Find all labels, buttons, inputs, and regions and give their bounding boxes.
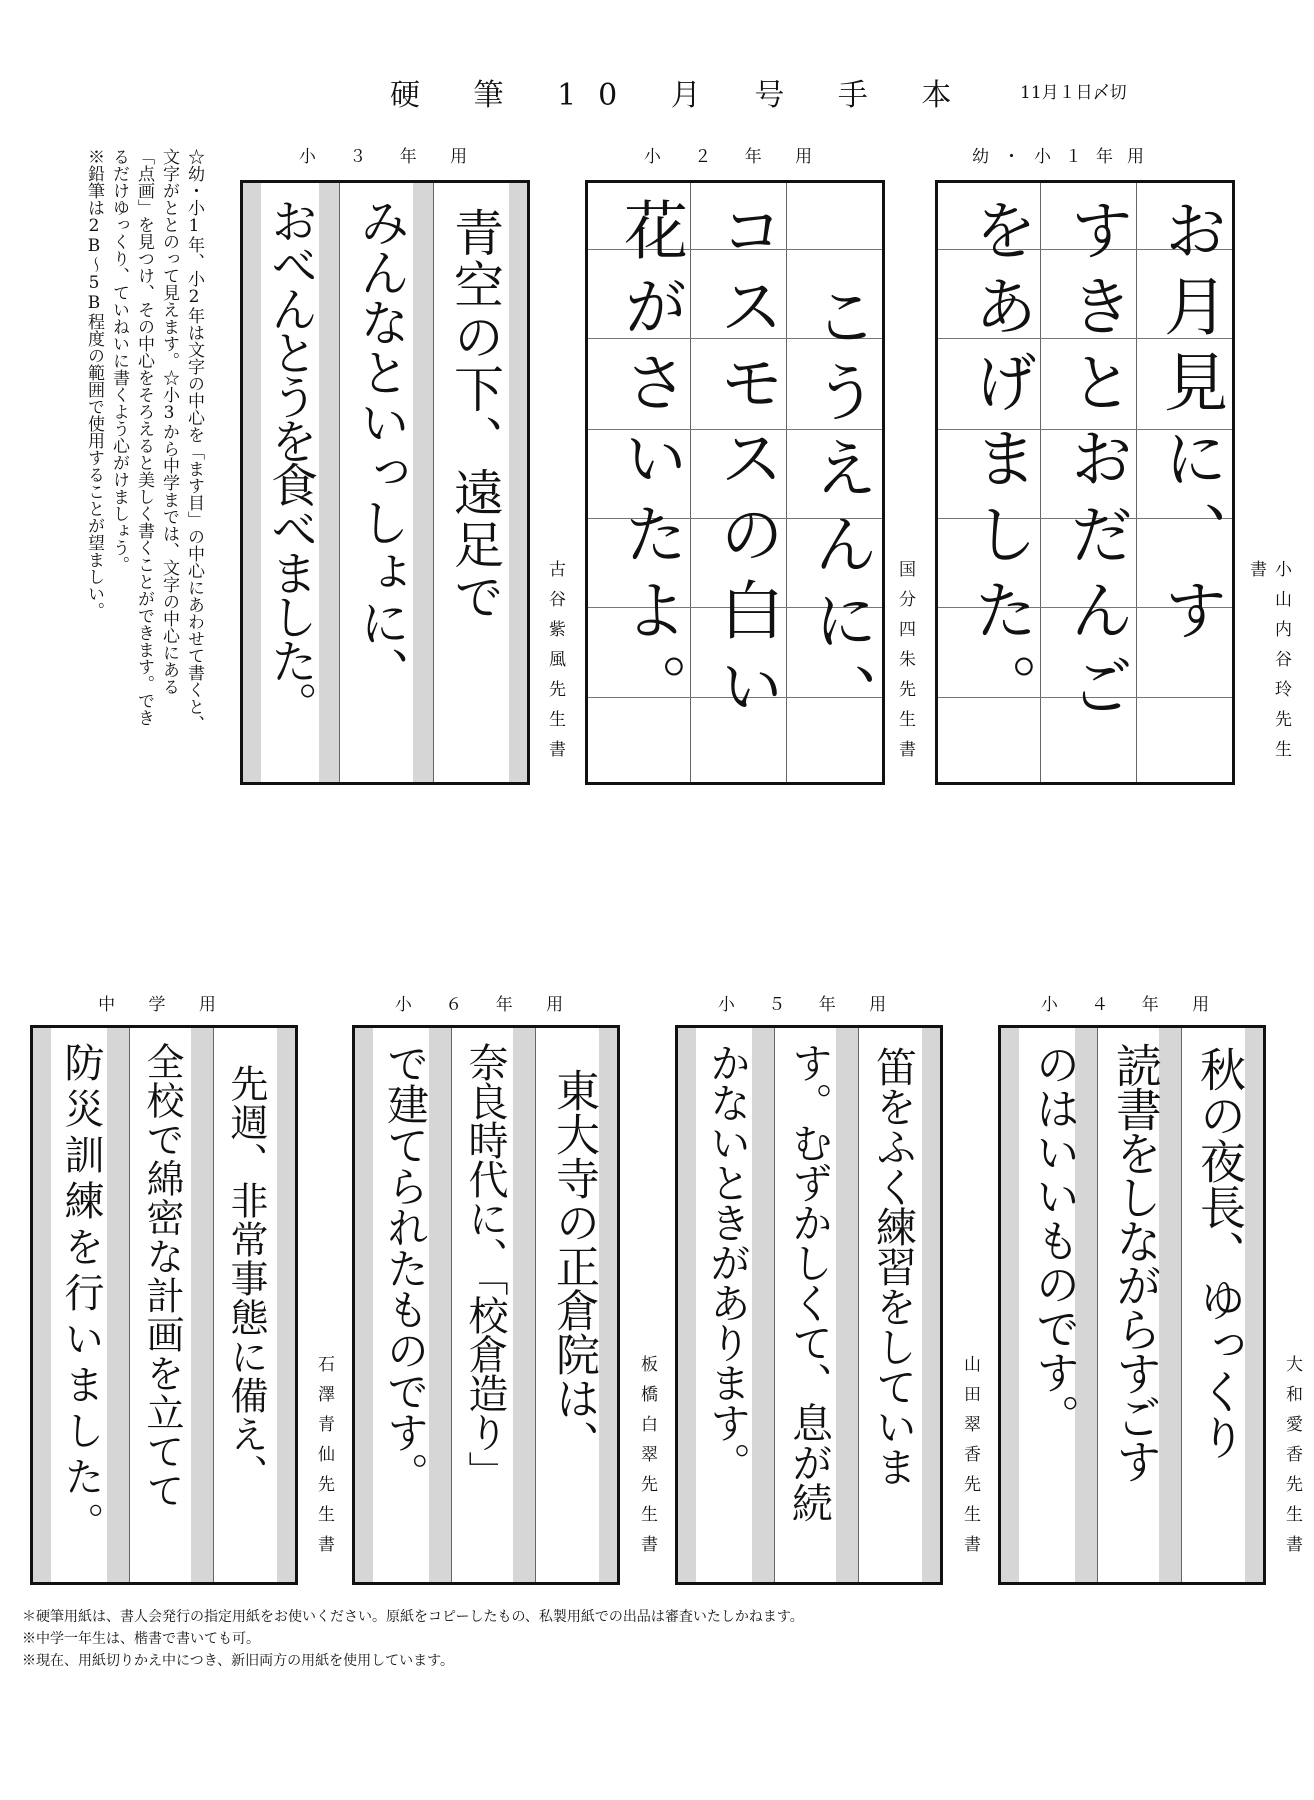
teacher-5: 山田翠香先生書 <box>960 1355 980 1565</box>
grade-label-5: 小 ５ 年 用 <box>717 995 901 1015</box>
teacher-k1: 小山内谷玲先生書 <box>1246 560 1291 770</box>
grade-label-k1: 幼・小１年用 <box>972 147 1158 167</box>
teacher-2: 国分四朱先生書 <box>895 560 915 770</box>
sheet-3-col-2: みんなといっしょに、 <box>352 197 410 697</box>
sheet-4-col-3: のはいいものです。 <box>1028 1042 1079 1438</box>
instruction-line: ※鉛筆は2B～5B程度の範囲で使用することが望ましい。 <box>84 148 104 619</box>
footer-note: ＊硬筆用紙は、書人会発行の指定用紙をお使いください。原紙をコピーしたもの、私製用紙での出品は審査いたしかねます。 <box>22 1609 804 1625</box>
sheet-k1-col-2: すきとおだんご <box>1059 197 1133 729</box>
sheet-jh-col-2: 全校で綿密な計画を立てて <box>140 1042 184 1510</box>
sheet-5-col-3: かないときがあります。 <box>703 1042 751 1482</box>
sheet-2 <box>585 180 885 785</box>
sheet-6-col-3: で建てられたものです。 <box>381 1042 430 1493</box>
grade-label-4: 小 ４ 年 用 <box>1040 995 1224 1015</box>
page-title: 硬 筆 10 月 号 手 本 <box>390 78 974 113</box>
sheet-2-col-1: こうえんに、 <box>803 283 877 739</box>
sheet-3-col-1: 青空の下、遠足で <box>446 207 504 623</box>
sheet-3-col-3: おべんとうを食べました。 <box>263 197 318 725</box>
grade-label-6: 小 ６ 年 用 <box>394 995 578 1015</box>
instruction-line: るだけゆっくり、ていねいに書くよう心がけましょう。 <box>109 148 129 573</box>
footer-note: ※現在、用紙切りかえ中につき、新旧両方の用紙を使用しています。 <box>22 1653 455 1669</box>
sheet-4-col-2: 読書をしながらすごす <box>1109 1042 1163 1482</box>
sheet-5-col-1: 笛をふく練習をしていま <box>869 1046 917 1486</box>
instructions <box>16 148 206 808</box>
deadline: 11月１日〆切 <box>1020 83 1127 103</box>
grade-label-jh: 中 学 用 <box>98 995 230 1015</box>
sheet-5 <box>675 1025 943 1585</box>
sheet-k1 <box>935 180 1235 785</box>
teacher-3: 古谷紫風先生書 <box>545 560 565 770</box>
sheet-jh-col-1: 先週、非常事態に備え、 <box>224 1064 268 1493</box>
sheet-jh-col-3: 防災訓練を行いました。 <box>58 1042 104 1548</box>
sheet-6-col-1: 東大寺の正倉院は、 <box>548 1068 599 1464</box>
sheet-k1-col-1: お月見に、す <box>1153 197 1227 653</box>
teacher-jh: 石澤青仙先生書 <box>314 1355 334 1565</box>
instruction-line: 「点画」を見つけ、その中心をそろえると美しく書くことができます。でき <box>134 148 154 726</box>
sheet-4 <box>998 1025 1266 1585</box>
sheet-k1-col-3: をあげました。 <box>963 197 1037 729</box>
sheet-4-col-1: 秋の夜長、ゆっくり <box>1193 1046 1247 1460</box>
sheet-2-col-2: コスモスの白い <box>709 197 783 729</box>
grade-label-3: 小 ３ 年 用 <box>298 147 482 167</box>
instruction-line: ☆幼・小1年、小2年は文字の中心を「ます目」の中心にあわせて書くと、 <box>184 148 204 732</box>
sheet-5-col-2: す。むずかしくて、息が続 <box>785 1042 833 1522</box>
sheet-3 <box>240 180 530 785</box>
sheet-6 <box>352 1025 620 1585</box>
sheet-2-col-3: 花がさいたよ。 <box>613 197 687 729</box>
teacher-6: 板橋白翠先生書 <box>637 1355 657 1565</box>
sheet-jh <box>30 1025 298 1585</box>
teacher-4: 大和愛香先生書 <box>1282 1355 1302 1565</box>
footer-note: ※中学一年生は、楷書で書いても可。 <box>22 1631 260 1647</box>
sheet-6-col-2: 奈良時代に、「校倉造り」 <box>462 1042 508 1490</box>
grade-label-2: 小 ２ 年 用 <box>643 147 827 167</box>
instruction-line: 文字がととのって見えます。☆小3から中学までは、文字の中心にある <box>159 148 179 695</box>
